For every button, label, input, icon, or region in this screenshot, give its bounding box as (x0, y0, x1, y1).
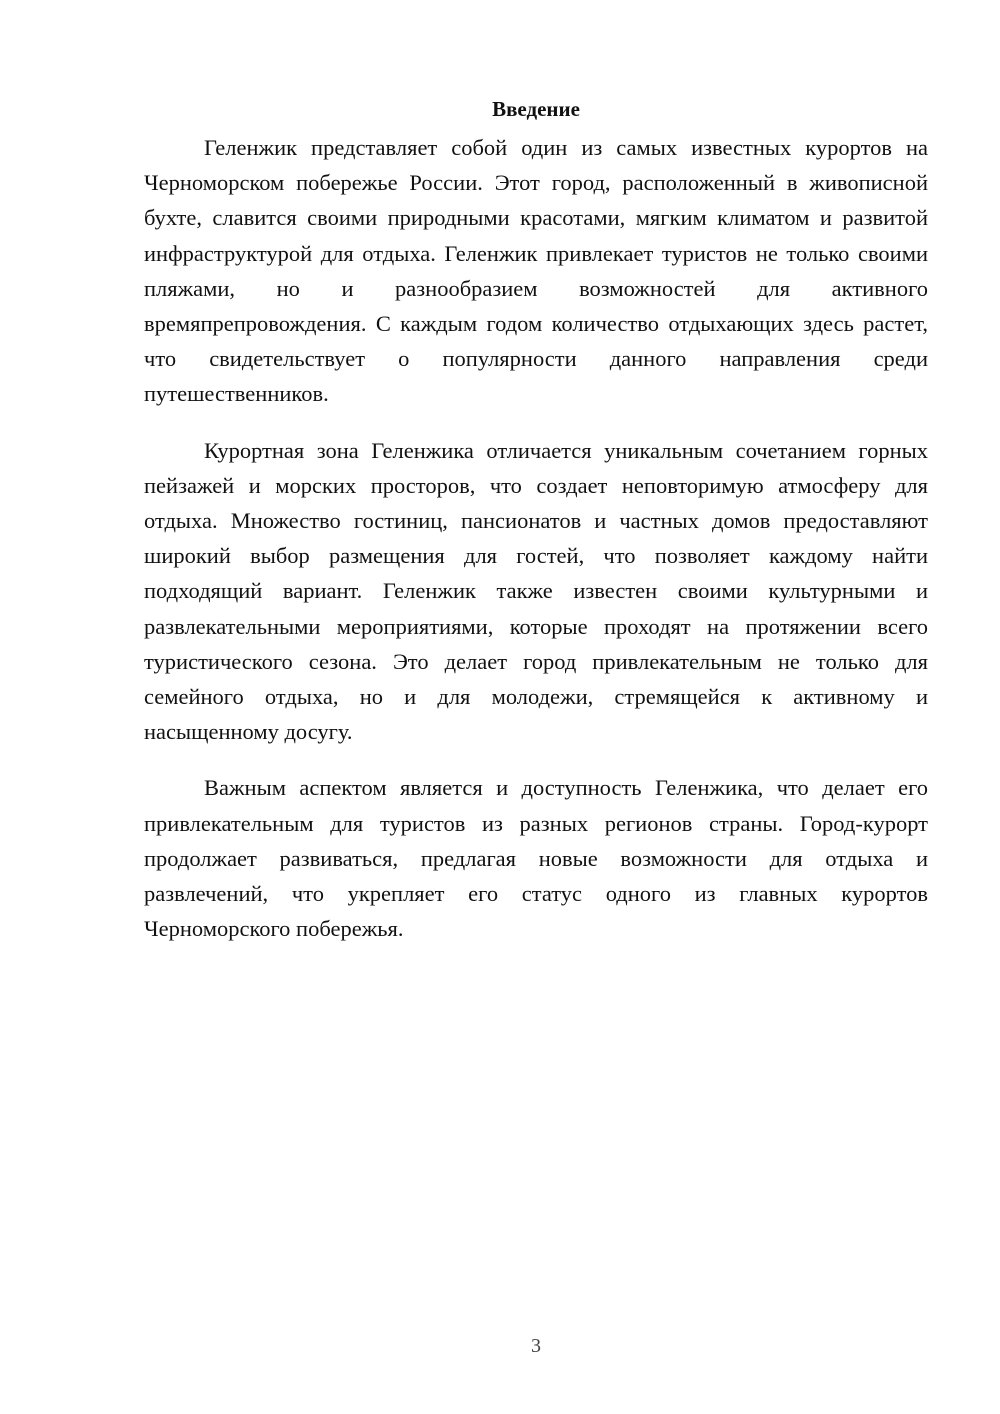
paragraph-1: Геленжик представляет собой один из самых известных курортов на Черноморском побережье России. Этот город, расположенный в живописной бухте, славится своими природными красотами, мягким климатом и развитой инфраструктурой для отдыха. Геленжик привлекает туристов не только своими пляжами, но и разнообразием возможностей для активного времяпрепровождения. С каждым годом количество отдыхающих здесь растет, что свидетельствует о популярности данного направления среди путешественников. (144, 135, 928, 407)
section-title: Введение (492, 97, 580, 121)
paragraph-2: Курортная зона Геленжика отличается уникальным сочетанием горных пейзажей и морских просторов, что создает неповторимую атмосферу для отдыха. Множество гостиниц, пансионатов и частных домов предоставляют широкий выбор размещения для гостей, что позволяет каждому найти подходящий вариант. Геленжик также известен своими культурными и развлекательными мероприятиями, которые проходят на протяжении всего туристического сезона. Это делает город привлекательным не только для семейного отдыха, но и для молодежи, стремящейся к активному и насыщенному досугу. (144, 437, 928, 745)
paragraph-3: Важным аспектом является и доступность Геленжика, что делает его привлекательным для туристов из разных регионов страны. Город-курорт продолжает развиваться, предлагая новые возможности для отдыха и развлечений, что укрепляет его статус одного из главных курортов Черноморского побережья. (144, 775, 928, 942)
page-number: 3 (531, 1335, 541, 1357)
page-content (144, 92, 928, 967)
